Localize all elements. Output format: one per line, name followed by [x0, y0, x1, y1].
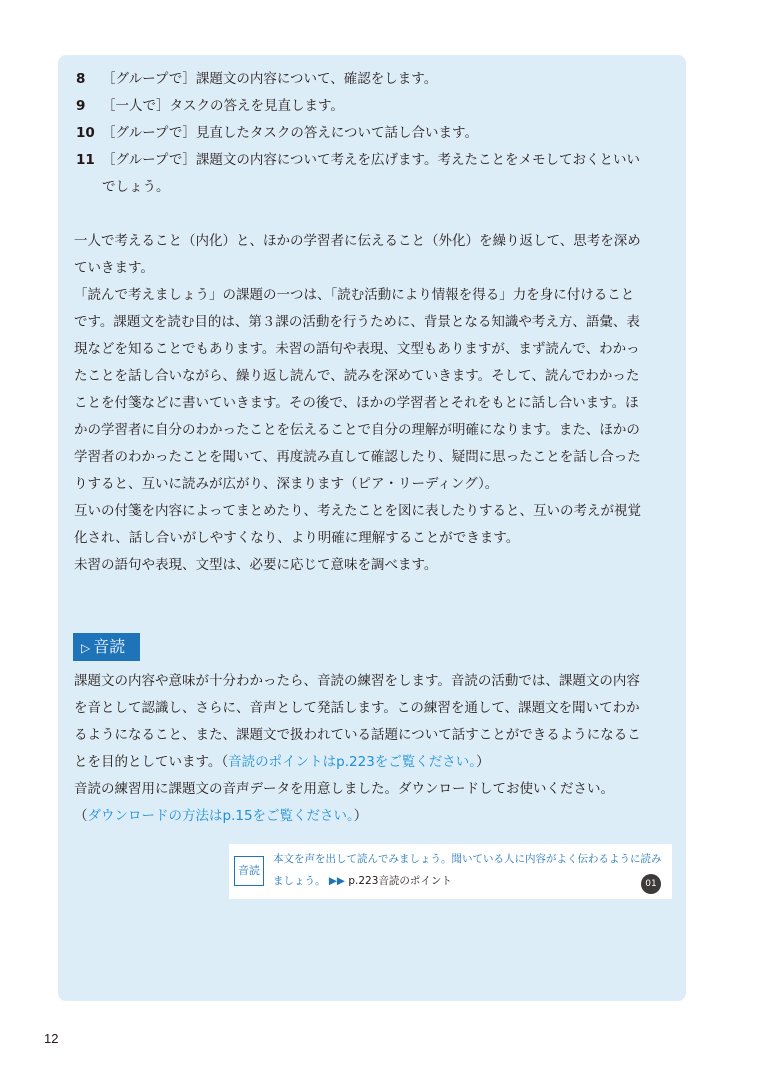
callout-line: 本文を声を出して読んでみましょう。聞いている人に内容がよく伝わるように読み: [273, 853, 662, 865]
triangle-icon: ▷: [81, 641, 91, 655]
section-heading-label: 音読: [93, 637, 126, 656]
text-line: ていきます。: [74, 260, 154, 276]
text-line: [74, 803, 678, 830]
text-fragment: （: [74, 808, 88, 824]
step-number: 8: [76, 71, 86, 87]
double-arrow-icon: ▶▶: [328, 875, 345, 887]
text-line: りすると、互いに読みが広がり、深まります（ピア・リーディング）。: [74, 476, 499, 492]
text-line: 学習者のわかったことを聞いて、再度読み直して確認したり、疑問に思ったことを話し合った: [74, 449, 641, 465]
step-item: [76, 120, 676, 147]
text-fragment: ）: [353, 808, 368, 824]
step-text: ［グループで］見直したタスクの答えについて話し合います。: [102, 125, 478, 141]
text-line: 互いの付箋を内容によってまとめたり、考えたことを図に表したりすると、互いの考えが視覚: [74, 503, 641, 519]
text-line: 「読んで考えましょう」の課題の一つは、「読む活動により情報を得る」力を身に付けること: [74, 287, 635, 303]
text-line: を音として認識し、さらに、音声として発話します。この練習を通して、課題文を聞いてわか: [74, 700, 640, 716]
step-list: [76, 66, 676, 201]
callout-badge: 音読: [234, 856, 264, 886]
step-number: 10: [76, 125, 95, 141]
text-line: です。課題文を読む目的は、第３課の活動を行うために、背景となる知識や考え方、語彙、表: [74, 314, 640, 330]
page-number: 12: [44, 1031, 59, 1046]
reading-aloud-paragraph: [74, 668, 678, 830]
download-method-link[interactable]: ダウンロードの方法はp.15をご覧ください。: [87, 808, 354, 824]
step-text: ［一人で］タスクの答えを見直します。: [102, 98, 344, 114]
step-item: [76, 93, 676, 120]
step-number: 9: [76, 98, 86, 114]
step-text: ［グループで］課題文の内容について、確認をします。: [102, 71, 438, 87]
text-line: 現などを知ることでもあります。未習の語句や表現、文型もありますが、まず読んで、わかっ: [74, 341, 640, 357]
text-fragment: とを目的としています。（: [74, 754, 229, 770]
text-fragment: ）: [476, 754, 490, 770]
text-line: [74, 749, 678, 776]
reading-aloud-callout: [229, 844, 672, 899]
text-line: たことを話し合いながら、繰り返し読んで、読みを深めていきます。そして、読んでわかった: [74, 368, 640, 384]
reading-points-link[interactable]: 音読のポイントはp.223をご覧ください。: [228, 754, 477, 770]
step-text: ［グループで］課題文の内容について考えを広げます。考えたことをメモしておくといい: [102, 152, 640, 168]
text-line: かの学習者に自分のわかったことを伝えることで自分の理解が明確になります。また、ほかの: [74, 422, 640, 438]
speaker-icon[interactable]: [641, 874, 661, 894]
text-line: 未習の語句や表現、文型は、必要に応じて意味を調べます。: [74, 557, 438, 573]
audio-track-number: 01: [645, 879, 657, 889]
callout-text: [273, 848, 665, 892]
step-text-continuation: でしょう。: [102, 179, 170, 195]
step-number: 11: [76, 152, 95, 168]
callout-line: [273, 870, 665, 892]
section-heading: [73, 633, 140, 661]
explanation-paragraph: [74, 228, 678, 579]
step-item: [76, 147, 676, 174]
text-line: 音読の練習用に課題文の音声データを用意しました。ダウンロードしてお使いください。: [74, 781, 614, 797]
text-line: るようになること、また、課題文で扱われている話題について話すことができるようになるこ: [74, 727, 641, 743]
callout-reference[interactable]: p.223音読のポイント: [348, 875, 452, 887]
text-line: 課題文の内容や意味が十分わかったら、音読の練習をします。音読の活動では、課題文の内容: [74, 673, 640, 689]
text-line: 化され、話し合いがしやすくなり、より明確に理解することができます。: [74, 530, 520, 546]
step-item: [76, 66, 676, 93]
callout-fragment: ましょう。: [273, 875, 326, 887]
text-line: ことを付箋などに書いていきます。その後で、ほかの学習者とそれをもとに話し合います。ほ: [74, 395, 639, 411]
text-line: 一人で考えること（内化）と、ほかの学習者に伝えること（外化）を繰り返して、思考を深め: [74, 233, 641, 249]
